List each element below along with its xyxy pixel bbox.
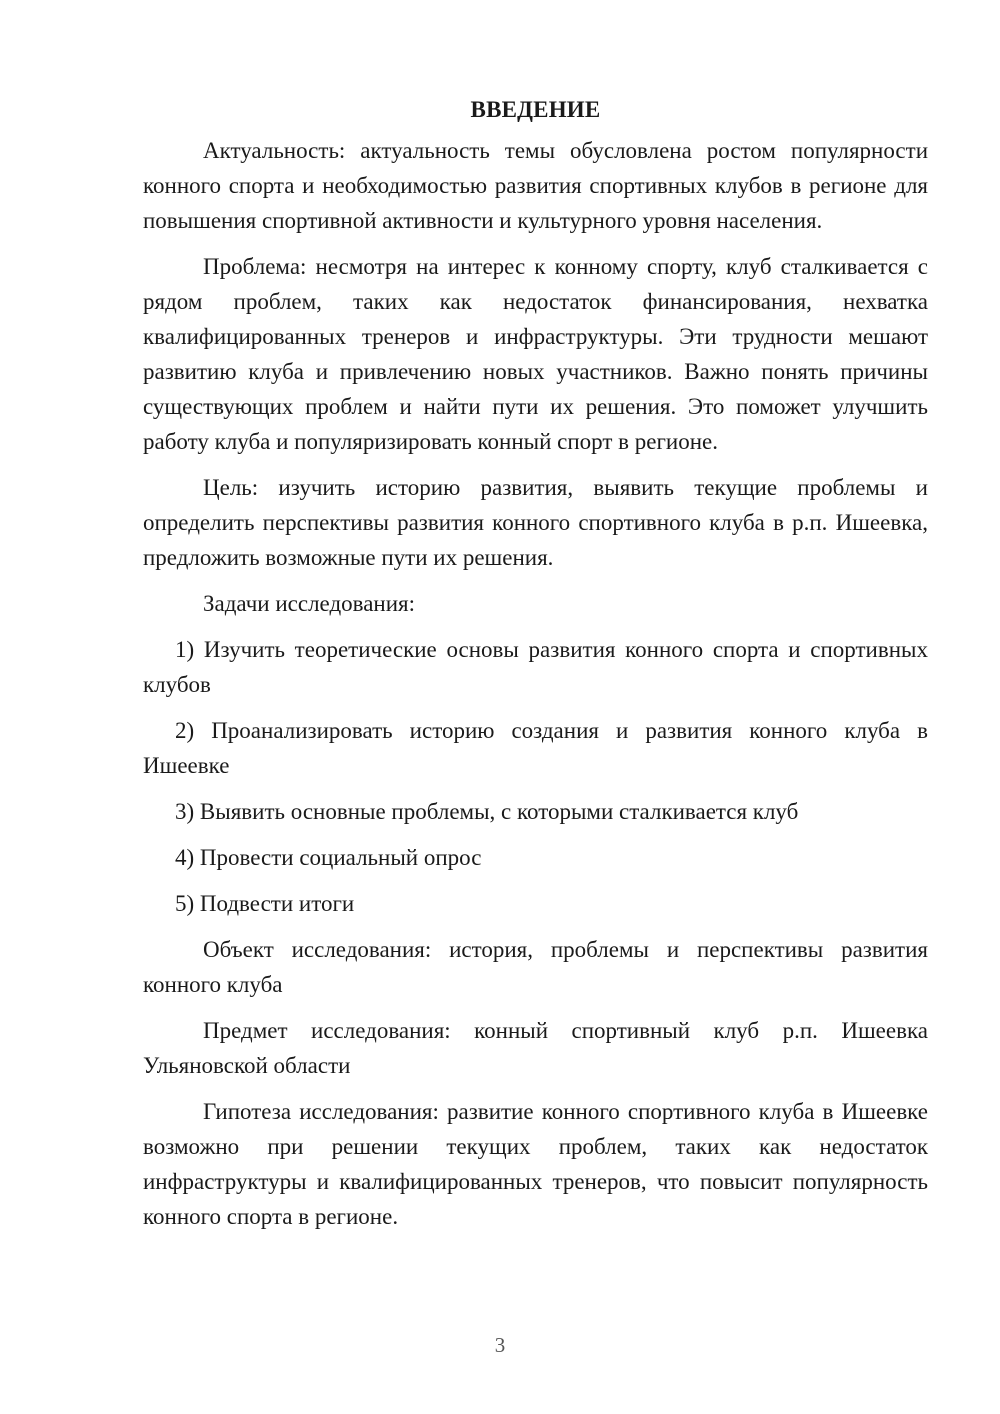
- subject-paragraph: Предмет исследования: конный спортивный клуб р.п. Ишеевка Ульяновской области: [143, 1018, 928, 1078]
- task-item-2: 2) Проанализировать историю создания и развития конного клуба в Ишеевке: [143, 718, 928, 778]
- document-page: [143, 92, 928, 1245]
- tasks-title: Задачи исследования:: [203, 591, 416, 616]
- task-item-5: 5) Подвести итоги: [175, 891, 355, 916]
- relevance-paragraph: Актуальность: актуальность темы обусловлена ростом популярности конного спорта и необходимостью развития спортивных клубов в регионе для повышения спортивной активности и культурного уровня населения.: [143, 138, 928, 233]
- problem-paragraph: Проблема: несмотря на интерес к конному спорту, клуб сталкивается с рядом проблем, таких как недостаток финансирования, нехватка квалифицированных тренеров и инфраструктуры. Эти трудности мешают развитию клуба и привлечению новых участников. Важно понять причины существующих проблем и найти пути их решения. Это поможет улучшить работу клуба и популяризировать конный спорт в регионе.: [143, 254, 928, 454]
- page-title: ВВЕДЕНИЕ: [470, 97, 601, 122]
- task-item-1: 1) Изучить теоретические основы развития конного спорта и спортивных клубов: [143, 637, 928, 697]
- goal-paragraph: Цель: изучить историю развития, выявить текущие проблемы и определить перспективы развития конного спортивного клуба в р.п. Ишеевка, предложить возможные пути их решения.: [143, 475, 928, 570]
- hypothesis-paragraph: Гипотеза исследования: развитие конного спортивного клуба в Ишеевке возможно при решении текущих проблем, таких как недостаток инфраструктуры и квалифицированных тренеров, что повысит популярность конного спорта в регионе.: [143, 1099, 928, 1229]
- object-paragraph: Объект исследования: история, проблемы и перспективы развития конного клуба: [143, 937, 928, 997]
- task-item-3: 3) Выявить основные проблемы, с которыми сталкивается клуб: [175, 799, 799, 824]
- task-item-4: 4) Провести социальный опрос: [175, 845, 482, 870]
- page-number: 3: [494, 1333, 506, 1357]
